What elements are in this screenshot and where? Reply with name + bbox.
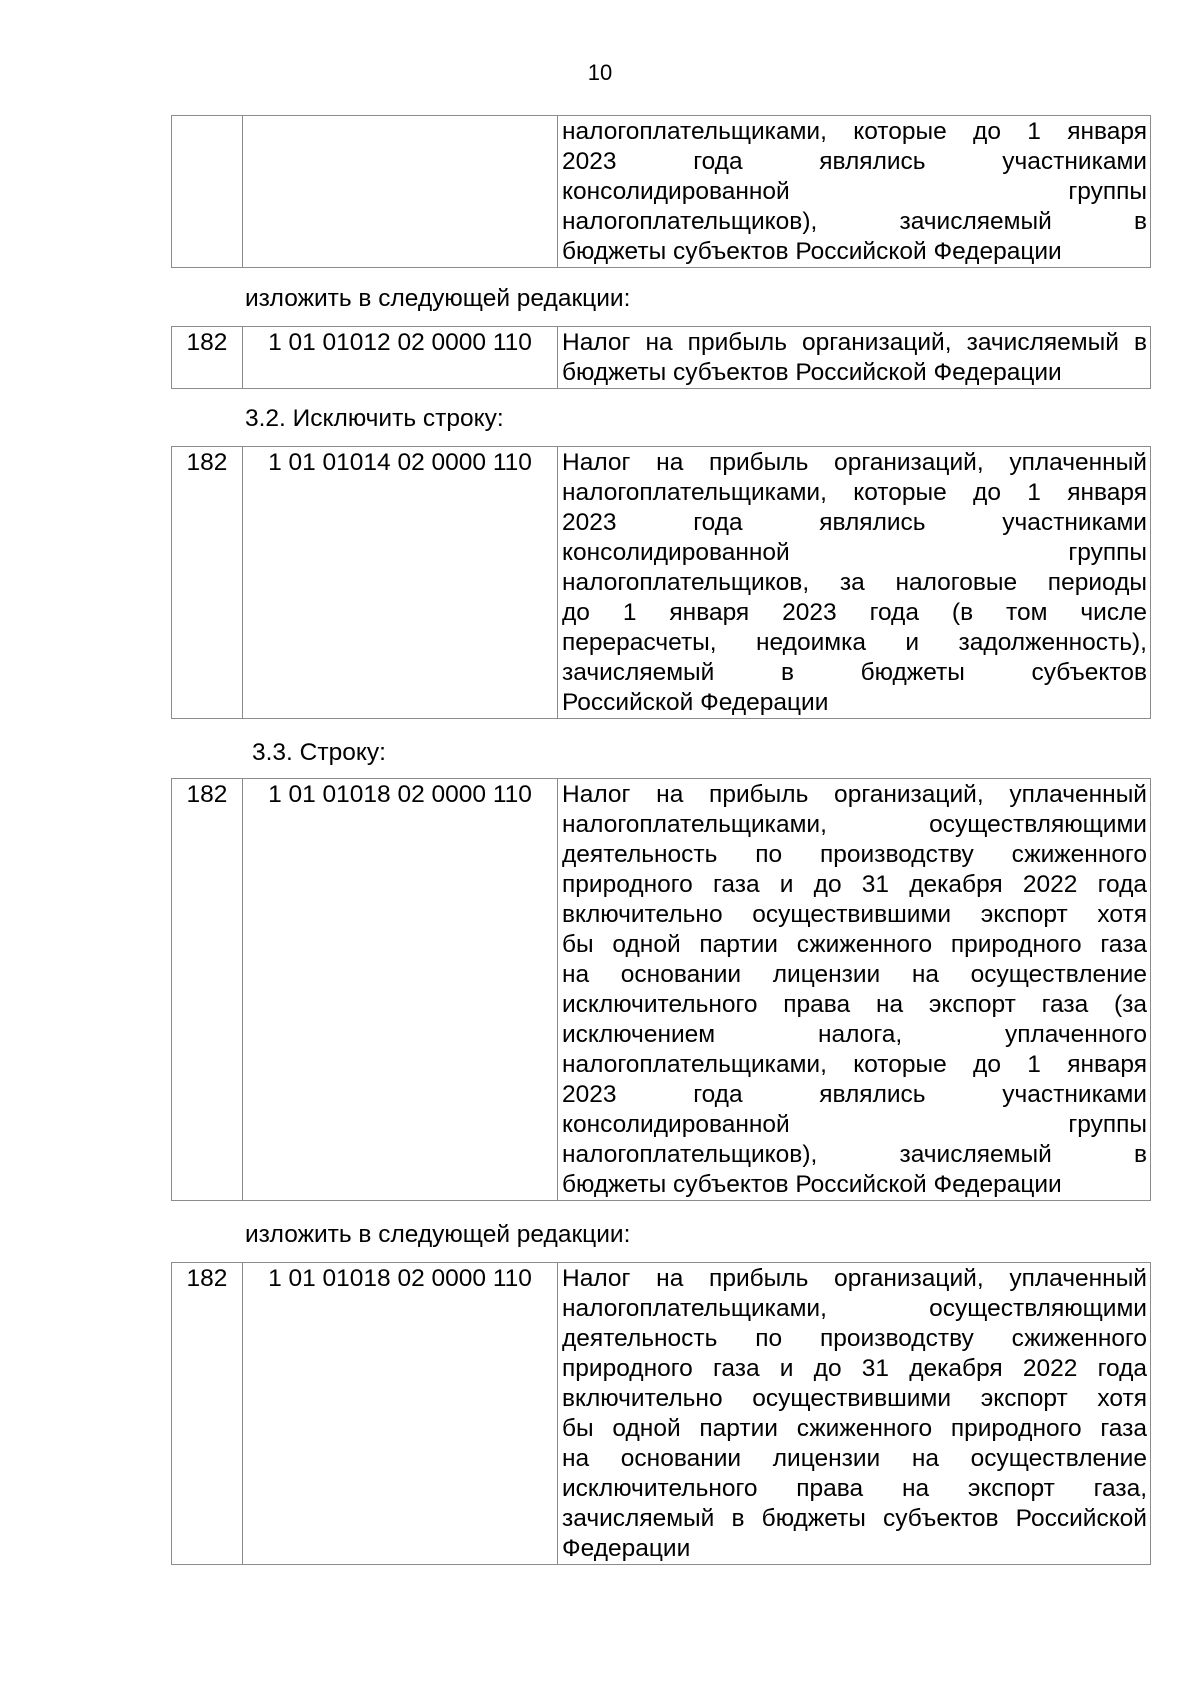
instruction-text: изложить в следующей редакции: [245,285,631,312]
description-cell [558,1263,1151,1565]
description-line: деятельность по производству сжиженного [562,841,1147,868]
kbk-cell: 1 01 01014 02 0000 110 [243,447,558,719]
description-line: налогоплательщиками, осуществляющими [562,1295,1147,1322]
table-row [172,116,1151,268]
description-line: бы одной партии сжиженного природного газа [562,1415,1147,1442]
page-number: 10 [587,60,613,85]
description-line: бюджеты субъектов Российской Федерации [562,359,1062,386]
kbk-cell: 1 01 01018 02 0000 110 [243,779,558,1201]
table-new-01018 [171,1262,1151,1565]
description-line: налогоплательщиков, за налоговые периоды [562,569,1147,596]
table-old-01018 [171,778,1151,1201]
instruction-text: 3.3. Строку: [252,739,386,766]
description-line: до 1 января 2023 года (в том числе [562,599,1147,626]
description-cell [558,447,1151,719]
description-line: исключением налога, уплаченного [562,1021,1147,1048]
description-line: налогоплательщиками, которые до 1 января [562,118,1147,145]
code-cell: 182 [172,447,243,719]
description-line: включительно осуществившими экспорт хотя [562,1385,1147,1412]
description-line: бы одной партии сжиженного природного газа [562,931,1147,958]
description-line: консолидированной группы [562,1111,1147,1138]
description-line: Налог на прибыль организаций, уплаченный [562,449,1147,476]
description-line: налогоплательщиками, которые до 1 января [562,1051,1147,1078]
description-cell [558,327,1151,389]
description-line: природного газа и до 31 декабря 2022 года [562,1355,1147,1382]
description-line: Налог на прибыль организаций, зачисляемый в [562,329,1147,356]
description-line: консолидированной группы [562,178,1147,205]
table-row [172,447,1151,719]
description-line: исключительного права на экспорт газа, [562,1475,1147,1502]
description-line: Российской Федерации [562,689,829,716]
kbk-cell [243,116,558,268]
instruction-text: 3.2. Исключить строку: [245,405,504,432]
description-line: консолидированной группы [562,539,1147,566]
description-line: на основании лицензии на осуществление [562,961,1147,988]
table-row [172,327,1151,389]
description-line: на основании лицензии на осуществление [562,1445,1147,1472]
description-line: 2023 года являлись участниками [562,1081,1147,1108]
kbk-cell: 1 01 01018 02 0000 110 [243,1263,558,1565]
description-line: налогоплательщиками, осуществляющими [562,811,1147,838]
description-line: включительно осуществившими экспорт хотя [562,901,1147,928]
description-line: Налог на прибыль организаций, уплаченный [562,781,1147,808]
description-line: природного газа и до 31 декабря 2022 года [562,871,1147,898]
description-line: налогоплательщиками, которые до 1 января [562,479,1147,506]
table-continuation [171,115,1151,268]
description-line: бюджеты субъектов Российской Федерации [562,1171,1062,1198]
description-cell [558,779,1151,1201]
code-cell: 182 [172,1263,243,1565]
code-cell [172,116,243,268]
description-line: налогоплательщиков), зачисляемый в [562,1141,1147,1168]
description-line: 2023 года являлись участниками [562,148,1147,175]
code-cell: 182 [172,327,243,389]
table-row [172,779,1151,1201]
code-cell: 182 [172,779,243,1201]
description-line: зачисляемый в бюджеты субъектов Российской [562,1505,1147,1532]
description-line: 2023 года являлись участниками [562,509,1147,536]
description-line: исключительного права на экспорт газа (за [562,991,1147,1018]
description-line: Налог на прибыль организаций, уплаченный [562,1265,1147,1292]
table-new-01012 [171,326,1151,389]
instruction-text: изложить в следующей редакции: [245,1221,631,1248]
table-row [172,1263,1151,1565]
description-cell [558,116,1151,268]
description-line: бюджеты субъектов Российской Федерации [562,238,1062,265]
description-line: зачисляемый в бюджеты субъектов [562,659,1147,686]
kbk-cell: 1 01 01012 02 0000 110 [243,327,558,389]
description-line: перерасчеты, недоимка и задолженность), [562,629,1147,656]
description-line: Федерации [562,1535,691,1562]
table-excluded-01014 [171,446,1151,719]
description-line: налогоплательщиков), зачисляемый в [562,208,1147,235]
description-line: деятельность по производству сжиженного [562,1325,1147,1352]
